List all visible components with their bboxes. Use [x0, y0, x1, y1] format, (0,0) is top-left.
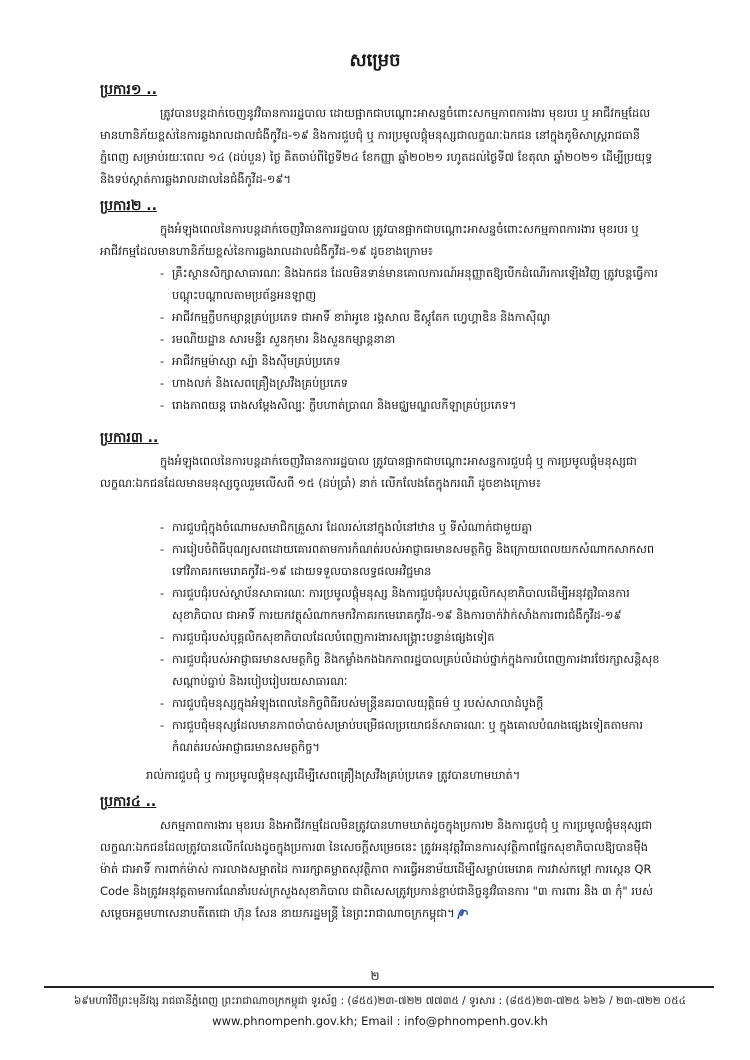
article-1-paragraph — [100, 102, 660, 190]
article-3-heading: ប្រការ៣ .. — [100, 430, 159, 446]
list-item: - ការជួបជុំរបស់បុគ្គលិកសុខាភិបាលដែលបំពេញការងារសង្គ្រោះបន្ទាន់ផ្សេងទៀត — [160, 626, 660, 648]
article-4-heading: ប្រការ៤ .. — [100, 794, 157, 810]
article-3-paragraph — [100, 450, 660, 494]
article-3-list — [160, 516, 660, 758]
article-4-paragraph — [100, 814, 660, 924]
article-2-paragraph — [100, 218, 660, 262]
article-1-heading: ប្រការ១ .. — [100, 82, 157, 98]
article-4-text: សកម្មភាពការងារ មុខរបរ និងអាជីវកម្មដែលមិនត្រូវបានហាមឃាត់ដូចក្នុងប្រការ២ និងការជួបជុំ ឬ ការប្រមូលផ្ដុំមនុស្សជាលក្ខណៈឯកជនដែលត្រូវបានលើកលែងដូចក្នុងប្រការ៣ នៃសេចក្ដីសម្រេចនេះ ត្រូវអនុវត្តវិធានការសុវត្ថិភាពផ្នែកសុខាភិបាលឱ្យបានម៉ឺងម៉ាត់ ជាអាទិ៍ ការពាក់ម៉ាស់ ការលាងសម្អាតដៃ ការរក្សាគម្លាតសុវត្ថិភាព ការធ្វើអនាម័យដើម្បីសម្លាប់មេរោគ ការវាស់កម្ដៅ ការស្កេន QR Code និងត្រូវអនុវត្តតាមការណែនាំរបស់ក្រសួងសុខាភិបាល ជាពិសេសត្រូវប្រកាន់ខ្ជាប់ជានិច្ចនូវវិធានការ "៣ ការពារ និង ៣ កុំ" របស់ សម្ដេចអគ្គមហាសេនាបតីតេជោ ហ៊ុន សែន នាយករដ្ឋមន្ត្រី នៃព្រះរាជាណាចក្រកម្ពុជា។ — [100, 818, 653, 920]
list-item: - ការជួបជុំមនុស្សក្នុងអំឡុងពេលនៃកិច្ចពិធីរបស់មន្ត្រីនគរបាលយុត្តិធម៌ ឬ របស់សាលាដំបូងក្ដី — [160, 692, 660, 714]
footer-divider — [44, 986, 714, 988]
list-item: - រោងភាពយន្ត រោងសម្ដែងសិល្បៈ ក្លឹបហាត់ប្រាណ និងមជ្ឈមណ្ឌលកីឡាគ្រប់ប្រភេទ។ — [160, 394, 660, 416]
document-title: សម្រេច — [349, 50, 401, 71]
list-item: - អាជីវកម្មម៉ាស្សា ស្ប៉ា និងស៊ីមគ្រប់ប្រភេទ — [160, 350, 660, 372]
article-2-text: ក្នុងអំឡុងពេលនៃការបន្តដាក់ចេញវិធានការរដ្ឋបាល ត្រូវបានផ្អាកជាបណ្ដោះអាសន្នចំពោះសកម្មភាពការងារ មុខរបរ ឬ អាជីវកម្មដែលមានហានិភ័យខ្ពស់នៃការឆ្លងរាលដាលជំងឺកូវីដ-១៩ ដូចខាងក្រោម៖ — [100, 222, 639, 258]
list-item: - ការជួបជុំក្នុងចំណោមសមាជិកគ្រួសារ ដែលរស់នៅក្នុងលំនៅឋាន ឬ ទីសំណាក់ជាមួយគ្នា — [160, 516, 660, 538]
article-3-text: ក្នុងអំឡុងពេលនៃការបន្តដាក់ចេញវិធានការរដ្ឋបាល ត្រូវបានផ្អាកជាបណ្ដោះអាសន្នការជួបជុំ ឬ ការប្រមូលផ្ដុំមនុស្សជាលក្ខណៈឯកជនដែលមានមនុស្សចូលរួមលើសពី ១៥ (ដប់ប្រាំ) នាក់ លើកលែងតែក្នុងករណី ដូចខាងក្រោម៖ — [100, 454, 637, 490]
article-2-list — [160, 262, 660, 416]
article-3-closing: រាល់ការជួបជុំ ឬ ការប្រមូលផ្ដុំមនុស្សដើម្បីសេពគ្រឿងស្រវឹងគ្រប់ប្រភេទ ត្រូវបានហាមឃាត់។ — [146, 768, 521, 782]
list-item: - គ្រឹះស្ថានសិក្សាសាធារណៈ និងឯកជន ដែលមិនទាន់មានគោលការណ៍អនុញ្ញាតឱ្យបើកដំណើរការឡើងវិញ ត្រូវបន្តធ្វើការបណ្ដុះបណ្ដាលតាមប្រព័ន្ធអនឡាញ — [160, 262, 660, 306]
footer-address: ៦៩មហាវិថីព្រះមុនីវង្ស រាជធានីភ្នំពេញ ព្រះរាជាណាចក្រកម្ពុជា ទូរស័ព្ទ : (៨៥៥)២៣-៧២២ ៧៧៣៥ / ទូរសារ : (៨៥៥)២៣-៧២៥ ៦២៦ / ២៣-៧២២ ០៥៤ — [73, 995, 686, 1007]
list-item: - រមណីយដ្ឋាន សារមន្ទីរ សួនកុមារ និងសួនកម្សាន្តនានា — [160, 328, 660, 350]
list-item: - ការជួបជុំមនុស្សដែលមានភាពចាំបាច់សម្រាប់បម្រើផលប្រយោជន៍សាធារណៈ ឬ ក្នុងគោលបំណងផ្សេងទៀតតាមការកំណត់របស់អាជ្ញាធរមានសមត្ថកិច្ច។ — [160, 714, 660, 758]
list-item: - ការជួបជុំរបស់អាជ្ញាធរមានសមត្ថកិច្ច និងកម្លាំងកងឯកភាពរដ្ឋបាលគ្រប់លំដាប់ថ្នាក់ក្នុងការបំពេញការងារថែរក្សាសន្តិសុខ សណ្ដាប់ធ្នាប់ និងរបៀបរៀបរយសាធារណៈ — [160, 648, 660, 692]
article-1-text: ត្រូវបានបន្តដាក់ចេញនូវវិធានការរដ្ឋបាល ដោយផ្អាកជាបណ្ដោះអាសន្នចំពោះសកម្មភាពការងារ មុខរបរ ឬ អាជីវកម្មដែលមានហានិភ័យខ្ពស់នៃការឆ្លងរាលដាលជំងឺកូវីដ-១៩ និងការជួបជុំ ឬ ការប្រមូលផ្ដុំមនុស្សជាលក្ខណៈឯកជន នៅក្នុងភូមិសាស្ត្ររាជធានីភ្នំពេញ សម្រាប់រយៈពេល ១៤ (ដប់បួន) ថ្ងៃ គិតចាប់ពីថ្ងៃទី២៤ ខែកញ្ញា ឆ្នាំ២០២១ រហូតដល់ថ្ងៃទី៧ ខែតុលា ឆ្នាំ២០២១ ដើម្បីប្រយុទ្ធ និងទប់ស្កាត់ការឆ្លងរាលដាលនៃជំងឺកូវីដ-១៩។ — [100, 106, 653, 186]
article-2-heading: ប្រការ២ .. — [100, 198, 157, 214]
list-item: - អាជីវកម្មក្លឹបកម្សាន្តគ្រប់ប្រភេទ ជាអាទិ៍ ខារ៉ាអូខេ រង្គសាល ឌីស្កូតែក ហ្វេហ្គាឌិន និងកាស៊ីណូ — [160, 306, 660, 328]
list-item: - ការរៀបចំពិធីបុណ្យសពដោយគោរពតាមការកំណត់របស់អាជ្ញាធរមានសមត្ថកិច្ច និងក្រោយពេលយកសំណាកសាកសពទៅវិភាគរកមេរោគកូវីដ-១៩ ដោយទទួលបានលទ្ធផលអវិជ្ជមាន — [160, 538, 660, 582]
page-number: ២ — [370, 969, 380, 983]
list-item: - ហាងលក់ និងសេពគ្រឿងស្រវឹងគ្រប់ប្រភេទ — [160, 372, 660, 394]
initial-signature-icon — [455, 906, 471, 922]
footer-web-email: www.phnompenh.gov.kh; Email : info@phnompenh.gov.kh — [212, 1014, 548, 1028]
list-item: - ការជួបជុំរបស់ស្ថាប័នសាធារណៈ ការប្រមូលផ្ដុំមនុស្ស និងការជួបជុំរបស់បុគ្គលិកសុខាភិបាលដើម្បីអនុវត្តវិធានការសុខាភិបាល ជាអាទិ៍ ការយកវត្ថុសំណាកមកវិភាគរកមេរោគកូវីដ-១៩ និងការចាក់វ៉ាក់សាំងការពារជំងឺកូវីដ-១៩ — [160, 582, 660, 626]
